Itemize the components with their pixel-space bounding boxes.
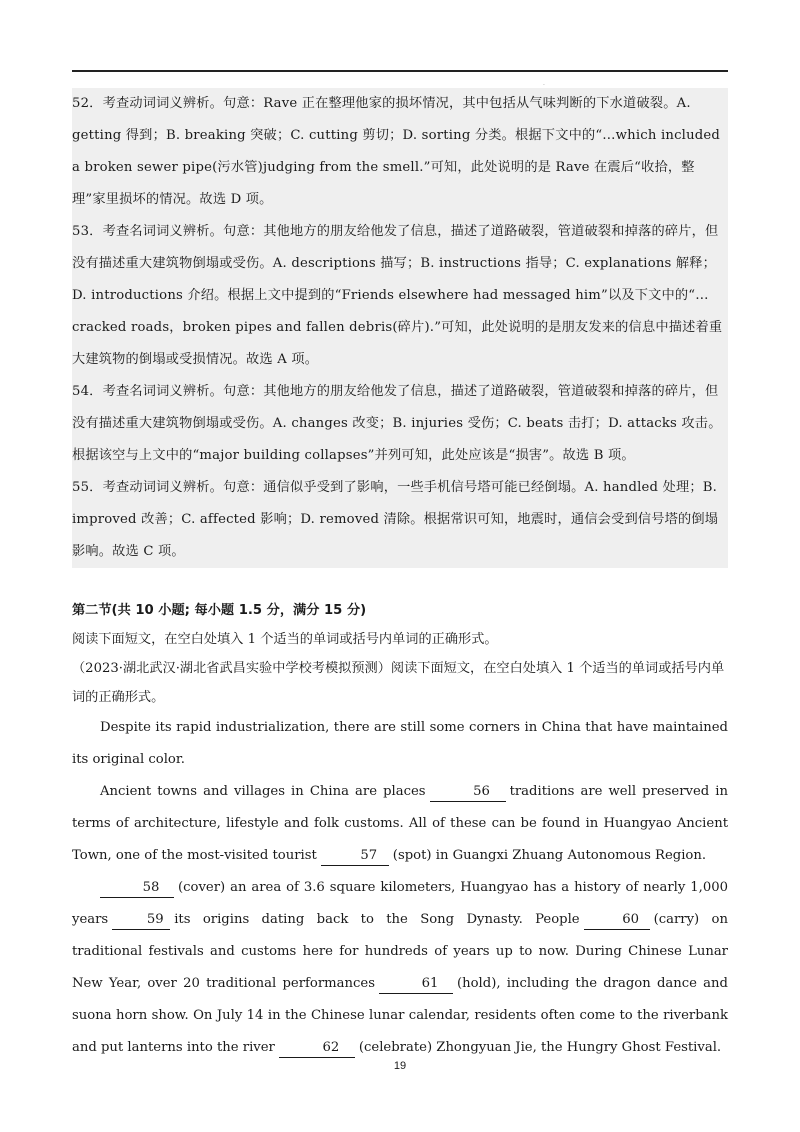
blank-57[interactable]: 57: [321, 847, 389, 866]
page-number: 19: [393, 1060, 407, 1072]
answer-55: 55．考查动词词义辨析。句意：通信似乎受到了影响，一些手机信号塔可能已经倒塌。A. handled 处理；B. improved 改善；C. affected 影响；D. removed 清除。根据常识可知，地震时，通信会受到信号塔的倒塌影响。故选 C 项。: [72, 480, 719, 559]
blank-58[interactable]: 58: [100, 879, 174, 898]
section-instruction: 阅读下面短文，在空白处填入 1 个适当的单词或括号内单词的正确形式。: [72, 632, 498, 647]
answer-52: 52．考查动词词义辨析。句意：Rave 正在整理他家的损坏情况，其中包括从气味判断的下水道破裂。A. getting 得到；B. breaking 突破；C. cutting 剪切；D. sorting 分类。根据下文中的“…which included a broken sewer pipe(污水管)judging from the smell.”可知，此处说明的是 Rave 在震后“收拾，整理”家里损坏的情况。故选 D 项。: [72, 96, 721, 207]
header-rule: [72, 70, 728, 72]
blank-56[interactable]: 56: [430, 783, 506, 802]
passage-source: （2023·湖北武汉·湖北省武昌实验中学校考模拟预测）阅读下面短文，在空白处填入 1 个适当的单词或括号内单词的正确形式。: [72, 661, 725, 705]
passage-paragraph-2: Ancient towns and villages in China are places 56 traditions are well preserved in terms of architecture, lifestyle and folk customs. All of these can be found in Huangyao Ancient Town, one of the most-visited tourist 57 (spot) in Guangxi Zhuang Autonomous Region.: [72, 776, 728, 872]
header-mark: .: [543, 80, 545, 87]
blank-60[interactable]: 60: [584, 911, 650, 930]
section-title: 第二节(共 10 小题; 每小题 1.5 分，满分 15 分): [72, 603, 367, 618]
cloze-passage: [72, 712, 728, 1064]
section-two: [72, 596, 728, 1064]
answer-53: 53．考查名词词义辨析。句意：其他地方的朋友给他发了信息，描述了道路破裂，管道破裂和掉落的碎片，但没有描述重大建筑物倒塌或受伤。A. descriptions 描写；B. instructions 指导；C. explanations 解释；D. introductions 介绍。根据上文中提到的“Friends elsewhere had messaged him”以及下文中的“…cracked roads，broken pipes and fallen debris(碎片).”可知，此处说明的是朋友发来的信息中描述着重大建筑物的倒塌或受损情况。故选 A 项。: [72, 224, 723, 367]
blank-59[interactable]: 59: [112, 911, 170, 930]
answer-explanations: [72, 88, 728, 568]
passage-paragraph-3: 58 (cover) an area of 3.6 square kilometers, Huangyao has a history of nearly 1,000 years 59 its origins dating back to the Song Dynasty. People 60 (carry) on traditional festivals and customs here for hundreds of years up to now. During Chinese Lunar New Year, over 20 traditional performances 61 (hold), including the dragon dance and suona horn show. On July 14 in the Chinese lunar calendar, residents often come to the riverbank and put lanterns into the river 62 (celebrate) Zhongyuan Jie, the Hungry Ghost Festival.: [72, 872, 728, 1064]
answer-54: 54．考查名词词义辨析。句意：其他地方的朋友给他发了信息，描述了道路破裂，管道破裂和掉落的碎片，但没有描述重大建筑物倒塌或受伤。A. changes 改变；B. injuries 受伤；C. beats 击打；D. attacks 攻击。根据该空与上文中的“major building collapses”并列可知，此处应该是“损害”。故选 B 项。: [72, 384, 722, 463]
blank-62[interactable]: 62: [279, 1039, 355, 1058]
passage-paragraph-1: Despite its rapid industrialization, there are still some corners in China that have maintained its original color.: [72, 720, 728, 767]
blank-61[interactable]: 61: [379, 975, 453, 994]
